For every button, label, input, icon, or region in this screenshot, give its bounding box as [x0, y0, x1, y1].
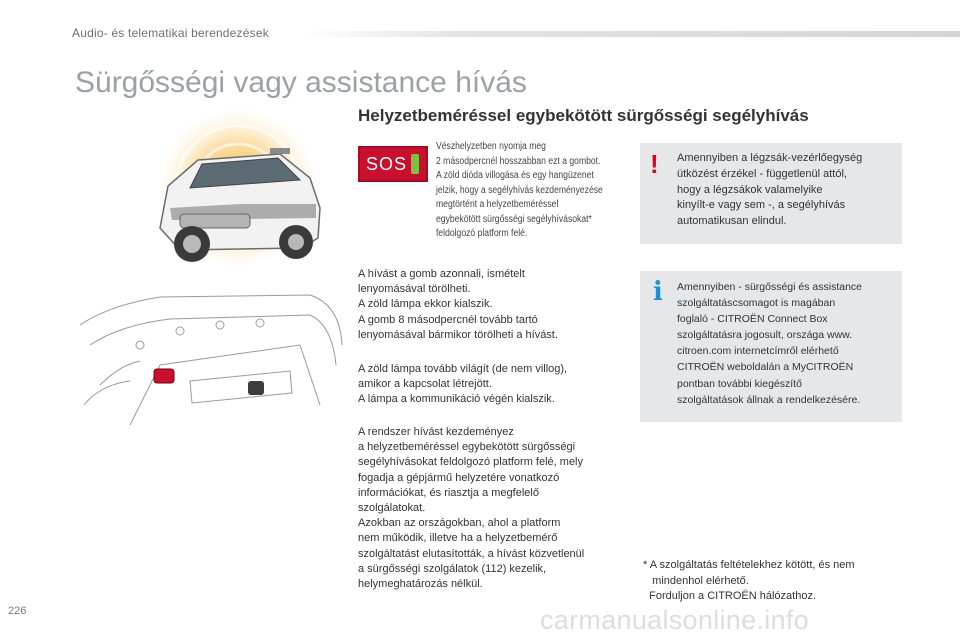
text-line: A lámpa a kommunikáció végén kialszik.: [358, 393, 555, 406]
text-line: Forduljon a CITROËN hálózathoz.: [643, 590, 817, 603]
page-title: Sürgősségi vagy assistance hívás: [75, 66, 527, 99]
text-line: A zöld lámpa ekkor kialszik.: [358, 298, 493, 311]
text-line: amikor a kapcsolat létrejött.: [358, 378, 492, 391]
footnote: [643, 558, 903, 605]
warning-exclamation-icon: !: [650, 149, 659, 179]
sos-led-indicator: [411, 154, 419, 174]
text-line: automatikusan elindul.: [677, 215, 787, 228]
info-icon: i: [653, 277, 663, 307]
text-line: A gomb 8 másodpercnél tovább tartó: [358, 313, 538, 326]
text-line: a helyzetbeméréssel egybekötött sürgősségi: [358, 441, 576, 454]
sos-label: SOS: [366, 154, 408, 174]
text-line: szolgáltatást elutasították, a hívást közvetlenül: [358, 547, 585, 560]
sos-button: [358, 146, 428, 182]
text-line: segélyhívásokat feldolgozó platform felé, mely: [358, 456, 584, 469]
sos-caption-line: egybekötött sürgősségi segélyhívásokat*: [436, 213, 592, 225]
page-number: 226: [8, 605, 27, 617]
header-rule: [300, 31, 960, 37]
text-line: A zöld lámpa tovább világít (de nem villog),: [358, 363, 568, 375]
text-line: szolgálatokat.: [358, 502, 426, 515]
text-line: hogy a légzsákok valamelyike: [677, 183, 823, 196]
text-line: szolgáltatásra jogosult, országa www.: [677, 329, 853, 342]
info-text: [677, 279, 897, 408]
text-line: citroen.com internetcímről elérhető: [677, 345, 839, 358]
text-line: foglaló - CITROËN Connect Box: [677, 313, 828, 326]
paragraph-platform-call: [358, 425, 628, 592]
text-line: információkat, és riasztja a megfelelő: [358, 486, 539, 499]
sos-caption-line: jelzik, hogy a segélyhívás kezdeményezése: [436, 184, 603, 196]
text-line: nem működik, illetve ha a helyzetbemérő: [358, 532, 558, 545]
text-line: Azokban az országokban, ahol a platform: [358, 517, 561, 530]
overhead-console-illustration: [70, 285, 350, 435]
sos-caption-line: 2 másodpercnél hosszabban ezt a gombot.: [436, 155, 601, 167]
sos-caption-line: Vészhelyzetben nyomja meg: [436, 141, 546, 152]
console-assistance-button: [248, 381, 264, 395]
paragraph-cancel-call: [358, 267, 628, 343]
text-line: ütközést érzékel - függetlenül attól,: [677, 167, 847, 180]
section-title: Helyzetbeméréssel egybekötött sürgősségi segélyhívás: [358, 106, 809, 125]
text-line: a sürgősségi szolgálatok (112) kezelik,: [358, 562, 547, 575]
sos-caption-line: A zöld dióda villogása és egy hangüzenet: [436, 170, 594, 181]
sos-caption-line: feldolgozó platform felé.: [436, 228, 528, 239]
text-line: lenyomásával bármikor törölheti a hívást.: [358, 328, 558, 341]
text-line: helymeghatározás nélkül.: [358, 578, 483, 591]
console-sos-button: [154, 369, 174, 383]
header-title: Audio- és telematikai berendezések: [72, 26, 269, 40]
text-line: * A szolgáltatás feltételekhez kötött, és nem: [643, 559, 855, 571]
text-line: szolgáltatások állnak a rendelkezésére.: [677, 393, 861, 406]
car-illustration: [120, 108, 350, 278]
text-line: kinyílt-e vagy sem -, a segélyhívás: [677, 199, 846, 212]
warning-text: [677, 151, 897, 230]
text-line: mindenhol elérhető.: [643, 574, 749, 587]
paragraph-green-lamp: [358, 362, 628, 408]
text-line: A rendszer hívást kezdeményez: [358, 426, 514, 438]
sos-caption-line: megtörtént a helyzetbeméréssel: [436, 199, 559, 210]
info-box: [640, 271, 902, 422]
text-line: pontban további kiegészítő: [677, 377, 802, 390]
watermark: carmanualsonline.info: [540, 605, 809, 635]
text-line: szolgáltatáscsomagot is magában: [677, 297, 836, 310]
text-line: lenyomásával törölheti.: [358, 283, 471, 296]
text-line: Amennyiben a légzsák-vezérlőegység: [677, 152, 863, 164]
text-line: Amennyiben - sürgősségi és assistance: [677, 281, 863, 293]
text-line: A hívást a gomb azonnali, ismételt: [358, 268, 525, 280]
warning-box: [640, 143, 902, 244]
text-line: fogadja a gépjármű helyzetére vonatkozó: [358, 471, 560, 484]
sos-caption: [436, 140, 608, 242]
text-line: CITROËN weboldalán a MyCITROËN: [677, 361, 854, 374]
